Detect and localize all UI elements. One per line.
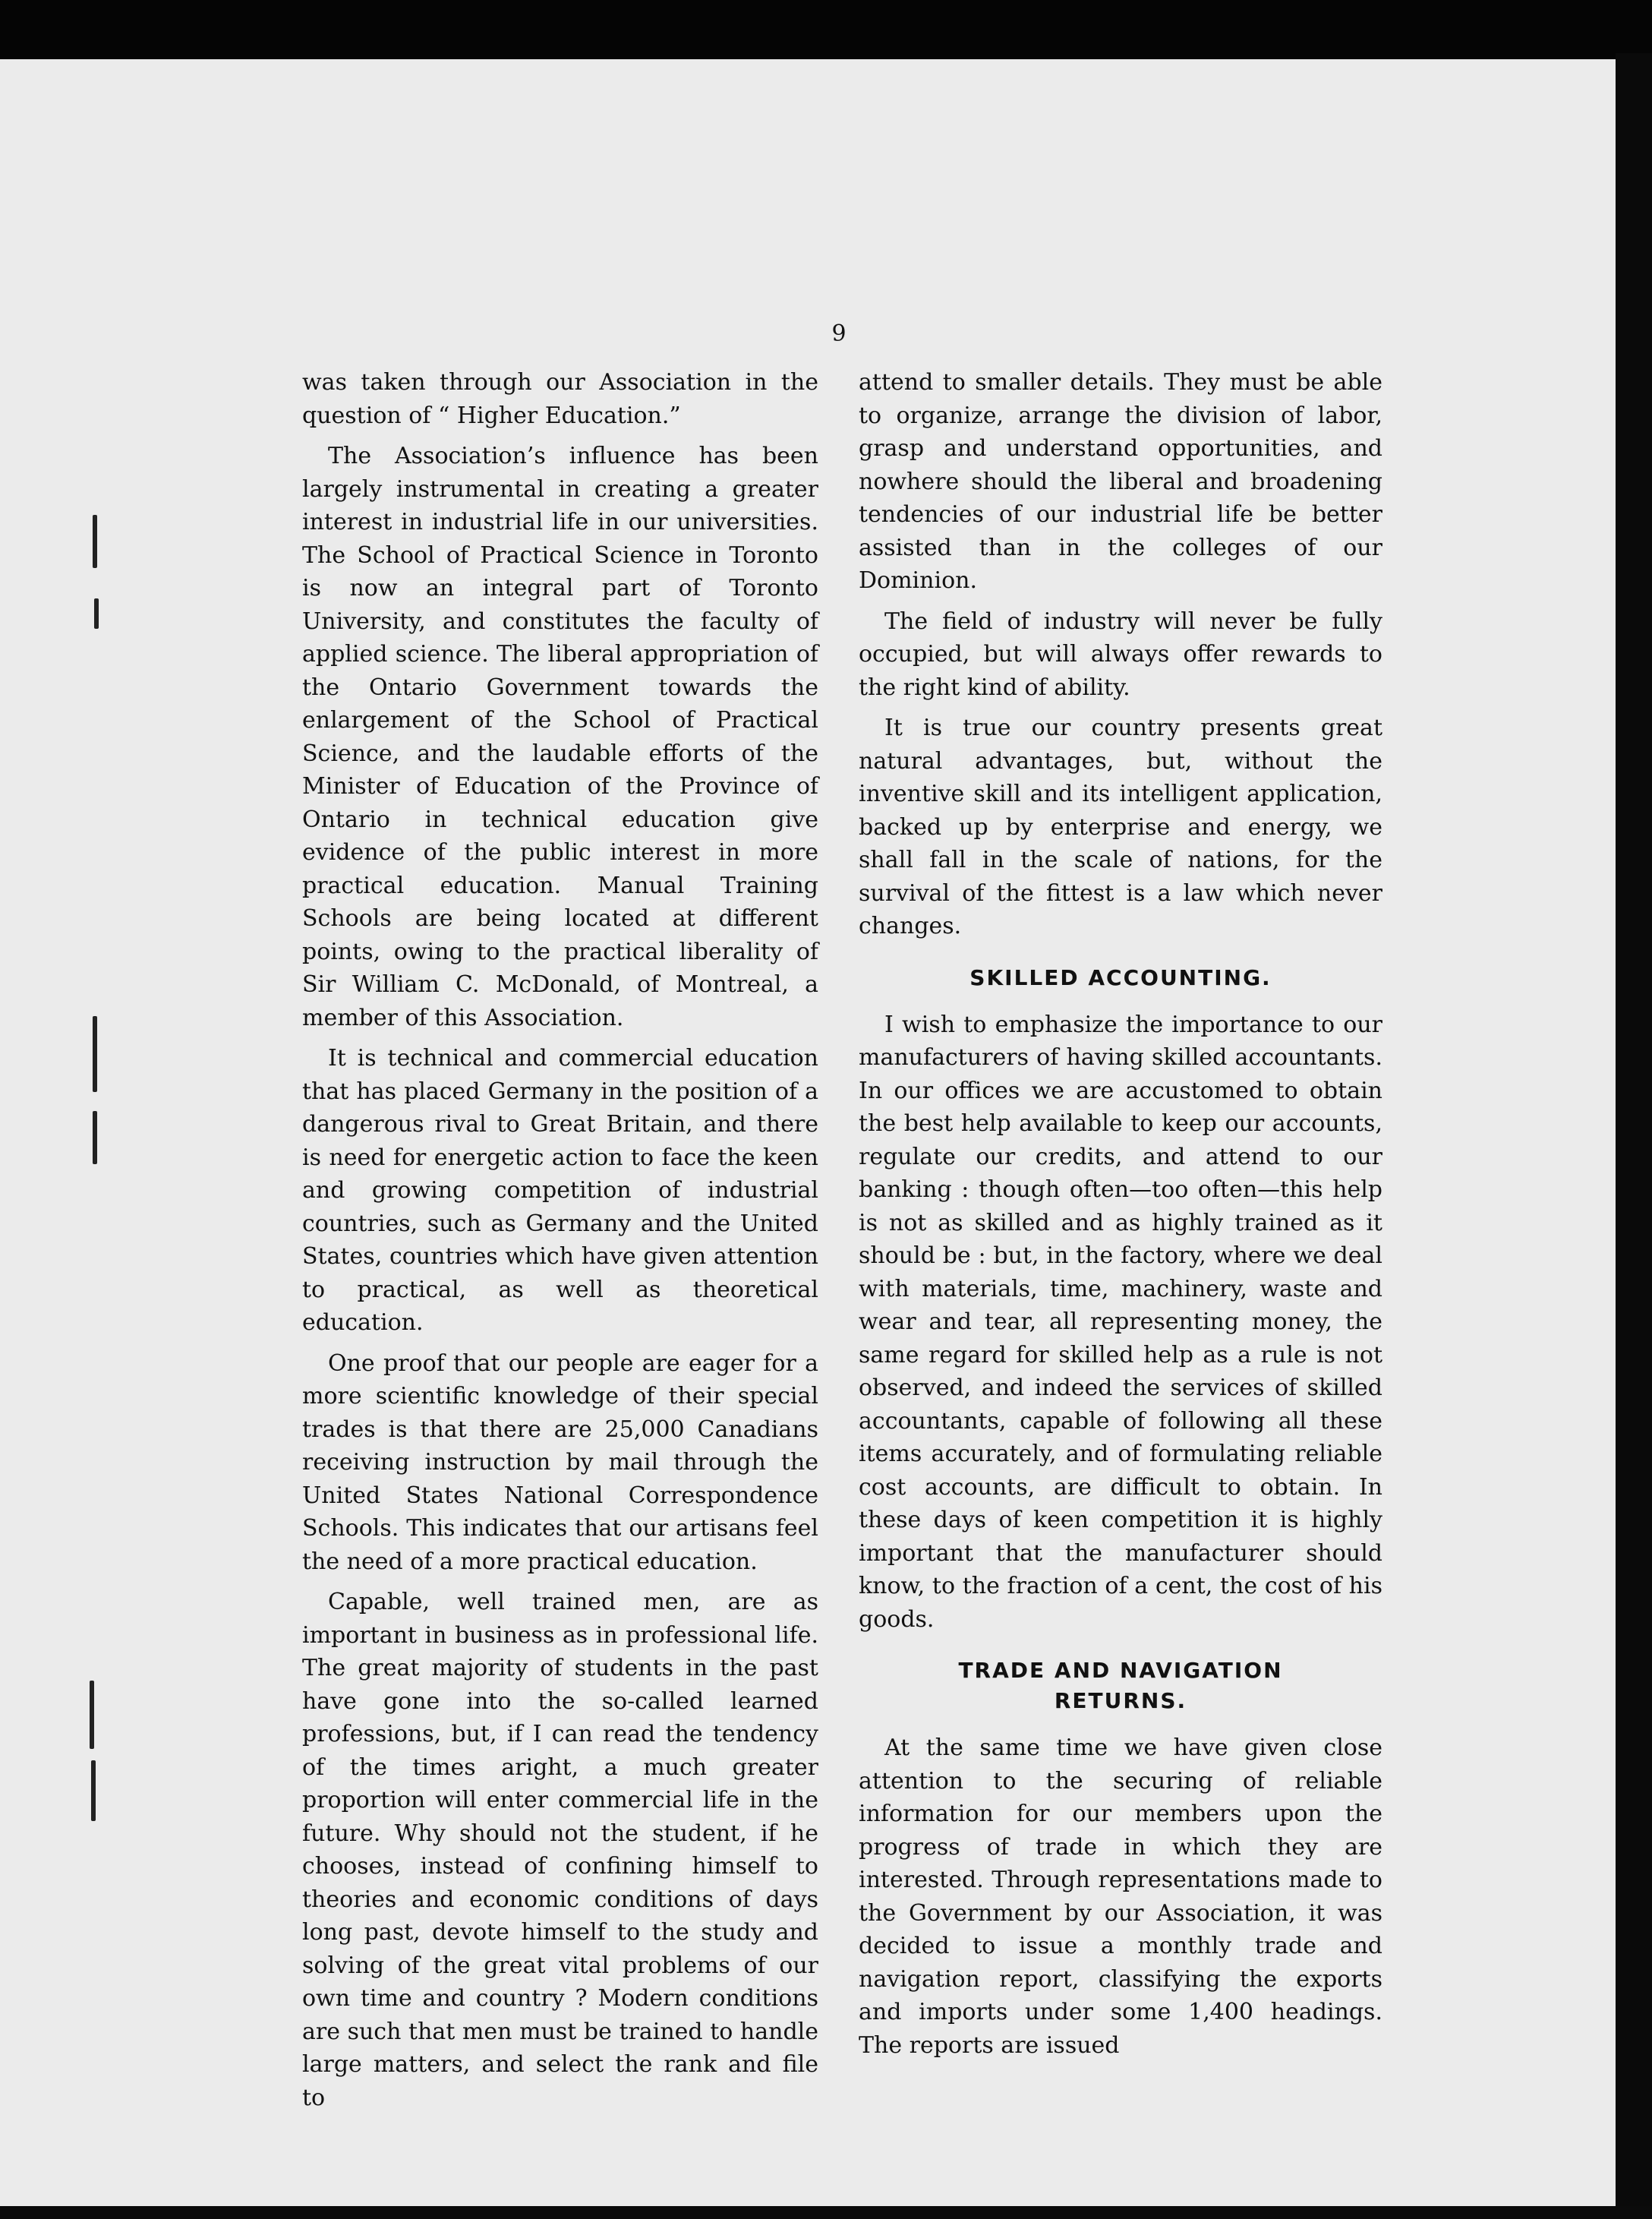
left-paragraph-2: The Association’s influence has been largely instrumental in creating a greater interest in industrial life in our universities. The School of Practical Science in Toronto is now an integral part of Toronto University, and constitutes the faculty of applied science. The liberal appropriation of the Ontario Government towards the enlargement of the School of Practical Science, and the laudable efforts of the Minister of Education of the Province of Ontario in technical education give evidence of the public interest in more practical education. Manual Training Schools are being located at different points, owing to the practical liberality of Sir William C. McDonald, of Montreal, a member of this Association.: [302, 443, 818, 1031]
right-paragraph-3: It is true our country presents great natural advantages, but, without the inventive skill and its intelligent application, backed up by enterprise and energy, we shall fall in the scale of nations, for the survival of the fittest is a law which never changes.: [859, 715, 1382, 939]
page-number: 9: [831, 320, 846, 347]
left-paragraph-3: It is technical and commercial education that has placed Germany in the position of a dangerous rival to Great Britain, and there is need for energetic action to face the keen and growing competition of industrial countries, such as Germany and the United States, countries which have given attention to practical, as well as theoretical education.: [302, 1045, 818, 1336]
scan-mark: [90, 1681, 94, 1749]
scan-mark: [94, 598, 99, 629]
left-paragraph-1: was taken through our Association in the question of “ Higher Education.”: [302, 369, 818, 429]
right-paragraph-1: attend to smaller details. They must be able to organize, arrange the division of labor, grasp and understand opportunities, and nowhere should the liberal and broadening tendencies of our industrial life be better assisted than in the colleges of our Dominion.: [859, 369, 1382, 594]
page-sheet: [0, 59, 1616, 2208]
left-paragraph-5: Capable, well trained men, are as important in business as in professional life. The great majority of students in the past have gone into the so-called learned professions, but, if I can read the tendency of the times aright, a much greater proportion will enter commercial life in the future. Why should not the student, if he chooses, instead of confining himself to theories and economic conditions of days long past, devote himself to the study and solving of the great vital problems of our own time and country ? Modern conditions are such that men must be trained to handle large matters, and select the rank and file to: [302, 1589, 818, 2111]
scan-mark: [93, 515, 97, 568]
right-paragraph-5: At the same time we have given close attention to the securing of reliable information for our members upon the progress of trade in which they are interested. Through representations made to the Government by our Association, it was decided to issue a monthly trade and navigation report, classifying the exports and imports under some 1,400 headings. The reports are issued: [859, 1734, 1382, 2059]
left-column: [302, 366, 818, 2114]
scan-border-bottom: [0, 2206, 1652, 2219]
scan-mark: [93, 1016, 97, 1092]
scan-mark: [93, 1111, 97, 1164]
section-heading-trade-navigation: TRADE AND NAVIGATION RETURNS.: [958, 1658, 1283, 1713]
right-paragraph-4: I wish to emphasize the importance to our manufacturers of having skilled accountants. In our offices we are accustomed to obtain the best help available to keep our accounts, regulate our credits, and attend to our banking : though often—too often—this help is not as skilled and as highly trained as it should be : but, in the factory, where we deal with materials, time, machinery, waste and wear and tear, all representing money, the same regard for skilled help as a rule is not observed, and indeed the services of skilled accountants, capable of following all these items accurately, and of formulating reliable cost accounts, are difficult to obtain. In these days of keen competition it is highly important that the manufacturer should know, to the fraction of a cent, the cost of his goods.: [859, 1011, 1382, 1633]
right-column: [859, 366, 1382, 2062]
scan-mark: [91, 1760, 96, 1821]
scan-border-right: [1616, 53, 1652, 2219]
left-paragraph-4: One proof that our people are eager for a more scientific knowledge of their special trades is that there are 25,000 Canadians receiving instruction by mail through the United States National Correspondence Schools. This indicates that our artisans feel the need of a more practical education.: [302, 1349, 818, 1575]
right-paragraph-2: The field of industry will never be fully occupied, but will always offer rewards to the right kind of ability.: [859, 608, 1382, 701]
section-heading-skilled-accounting: SKILLED ACCOUNTING.: [969, 964, 1272, 990]
